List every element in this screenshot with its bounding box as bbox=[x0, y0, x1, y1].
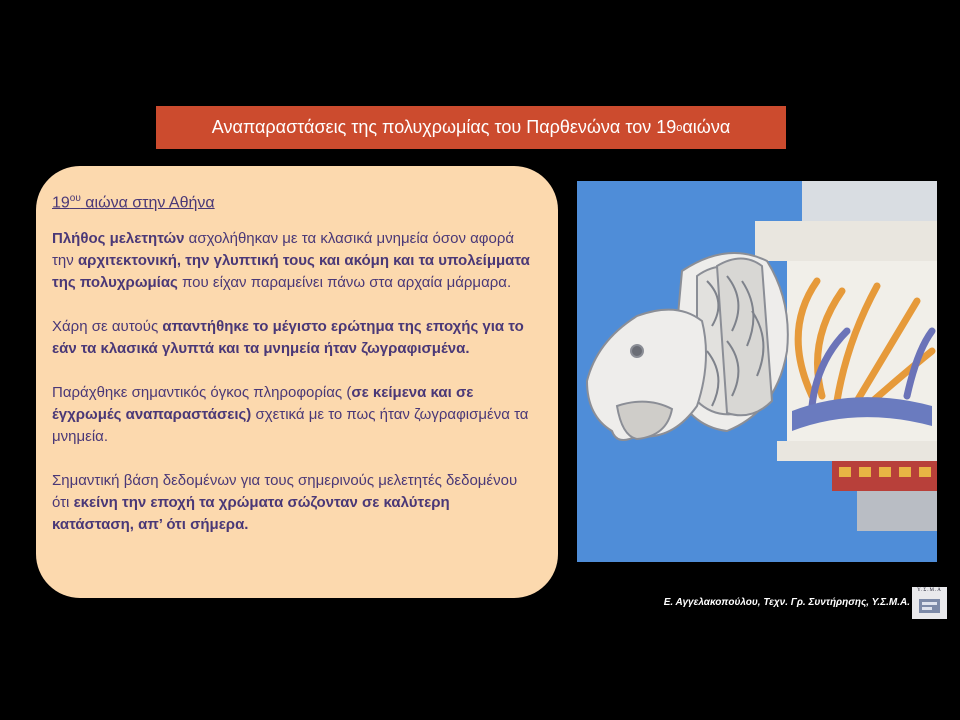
slide-title-tail: αιώνα bbox=[682, 117, 731, 137]
heading-number: 19 bbox=[52, 194, 70, 212]
slide-title-main: Αναπαραστάσεις της πολυχρωμίας του Παρθενώνα τον 19 bbox=[211, 117, 677, 137]
p4-text-1: Σημαντική βάση δεδομένων για τους σημερινούς μελετητές δεδομένου ότι bbox=[52, 472, 518, 512]
heading-sup: ου bbox=[69, 193, 81, 204]
p3-text-1: Παράχθηκε σημαντικός όγκος πληροφορίας ( bbox=[52, 384, 352, 402]
upper-cornice bbox=[802, 181, 937, 221]
text-panel bbox=[36, 166, 558, 598]
lion-head-polychromy-image bbox=[577, 181, 937, 562]
ysma-logo-text: Y.Σ.M.A bbox=[917, 588, 942, 593]
p2-bold-1: απαντήθηκε το μέγιστο ερώτημα της εποχής για το εάν τα κλασικά γλυπτά και τα μνημεία ήταν ζωγραφισμένα. bbox=[52, 318, 524, 358]
p3-bold-1: σε κείμενα και σε έγχρωμές αναπαραστάσεις) bbox=[52, 384, 474, 424]
slide-title bbox=[156, 106, 786, 149]
credit-line: Ε. Αγγελακοπούλου, Τεχν. Γρ. Συντήρησης, Υ.Σ.Μ.Α. bbox=[663, 597, 910, 608]
grey-block bbox=[857, 491, 937, 531]
p1-text-2: που είχαν παραμείνει πάνω στα αρχαία μάρμαρα. bbox=[177, 274, 512, 292]
p2-text-1: Χάρη σε αυτούς bbox=[52, 318, 163, 336]
lower-band bbox=[777, 441, 937, 461]
p1-bold-2: αρχιτεκτονική, την γλυπτική τους και ακόμη και τα υπολείμματα της πολυχρωμίας bbox=[52, 252, 530, 292]
p3-text-2: σχετικά με το πως ήταν ζωγραφισμένα τα μνημεία. bbox=[52, 406, 529, 446]
heading-text: αιώνα στην Αθήνα bbox=[80, 194, 215, 212]
paragraph-2 bbox=[52, 316, 534, 360]
p4-bold-1: εκείνη την εποχή τα χρώματα σώζονταν σε καλύτερη κατάσταση, απ’ ότι σήμερα. bbox=[52, 494, 450, 534]
section-heading bbox=[52, 188, 534, 214]
paragraph-1 bbox=[52, 228, 534, 294]
p1-bold-1: Πλήθος μελετητών bbox=[52, 230, 185, 248]
sima-top-band bbox=[755, 221, 937, 261]
ysma-logo bbox=[912, 587, 947, 619]
paragraph-4 bbox=[52, 470, 534, 536]
paragraph-3 bbox=[52, 382, 534, 448]
p1-text-1: ασχολήθηκαν με τα κλασικά μνημεία όσον αφορά την bbox=[52, 230, 515, 270]
slide-title-sup: ο bbox=[676, 121, 683, 134]
